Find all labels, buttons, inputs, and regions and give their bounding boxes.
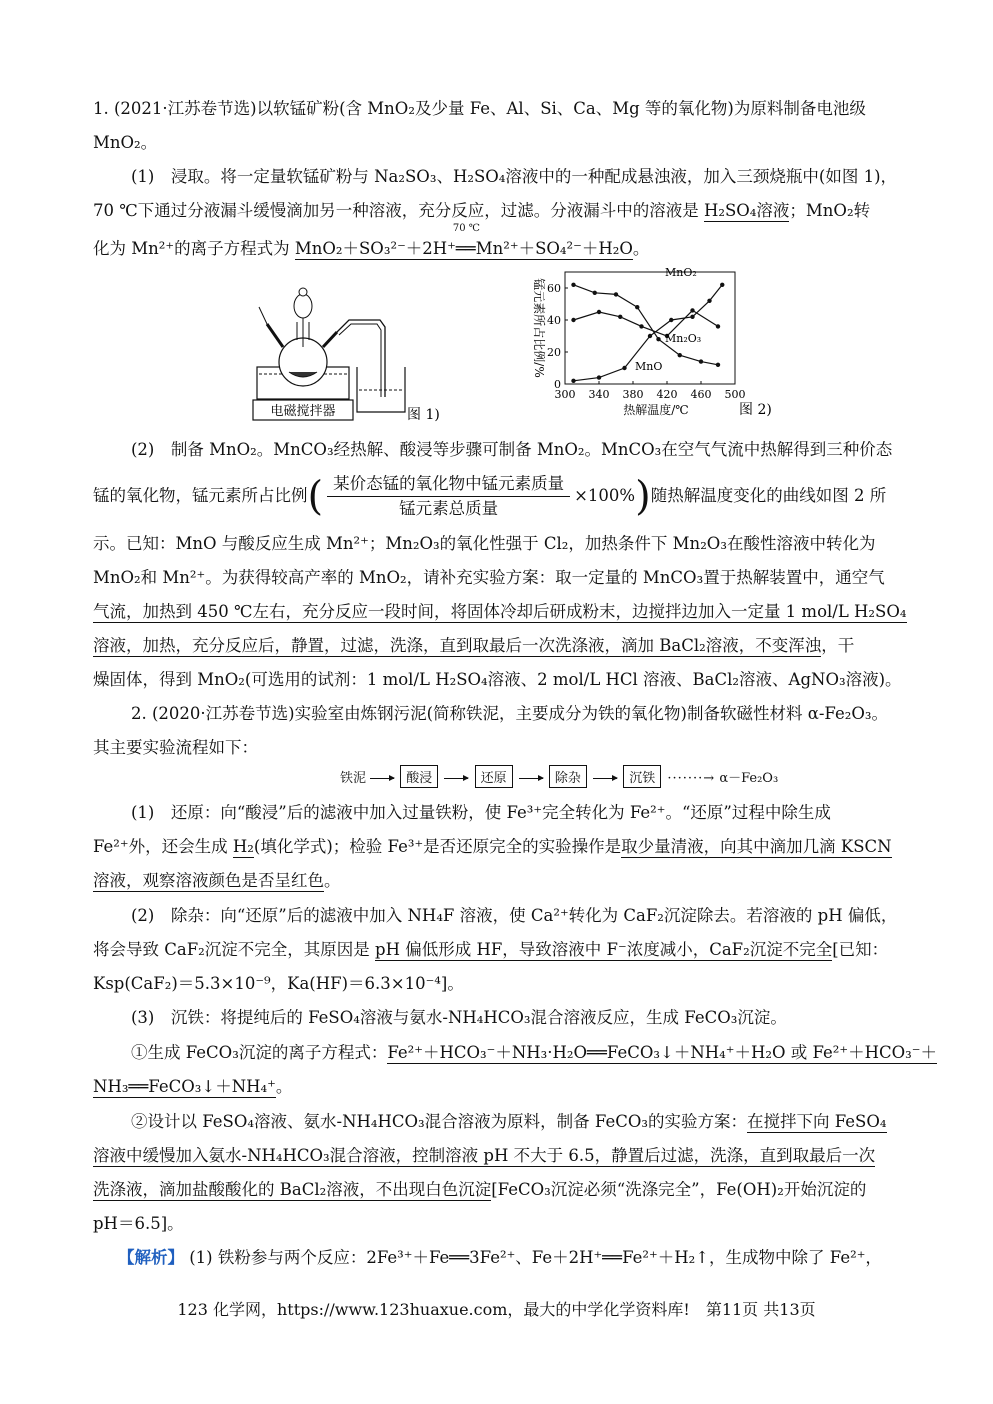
text-span: 。 — [632, 239, 650, 258]
data-point — [716, 324, 720, 328]
series-label: MnO₂ — [665, 266, 697, 279]
q1-p2-line5 — [93, 595, 908, 628]
answer-underline: 洗涤液，滴加盐酸酸化的 BaCl₂溶液，不出现白色沉淀 — [93, 1180, 492, 1199]
x-tick-label: 300 — [554, 388, 576, 401]
answer-underline: 溶液中缓慢加入氨水-NH₄HCO₃混合溶液，控制溶液 pH 不大于 6.5，静置后过滤，洗涤，直到取最后一次 — [93, 1146, 876, 1165]
x-tick-label: 340 — [588, 388, 610, 401]
page-footer: 123 化学网，https://www.123huaxue.com，最大的中学化学资料库! 第11页 共13页 — [177, 1300, 816, 1319]
text-span: 将会导致 CaF₂沉淀不完全，其原因是 — [93, 940, 376, 959]
q1-p2-line2 — [93, 470, 908, 523]
flow-step-1: 酸浸 — [400, 765, 438, 788]
flow-dotted-arrow: ·······→ — [667, 771, 716, 786]
answer-underline: H₂ — [232, 837, 254, 856]
q2-p1-line2 — [93, 830, 908, 863]
q1-p1-line2 — [93, 194, 908, 227]
data-point — [699, 359, 703, 363]
q2-p3-sub1-line2 — [93, 1070, 908, 1103]
data-point — [614, 292, 618, 296]
q2-p3-sub2-line1 — [131, 1105, 946, 1138]
answer-underline: MnO₂＋SO₃²⁻＋2H⁺══Mn²⁺＋SO₄²⁻＋H₂O — [294, 239, 633, 258]
equation-wrapper — [294, 223, 633, 258]
text-span: ；MnO₂转 — [789, 201, 871, 220]
answer-underline: NH₃══FeCO₃↓＋NH₄⁺ — [93, 1077, 276, 1096]
text-span: ×100% — [574, 486, 636, 505]
text-span: 。 — [275, 1077, 293, 1096]
text-span: 随热解温度变化的曲线如图 2 所 — [650, 486, 887, 505]
figure2-chart — [515, 262, 775, 432]
process-flow — [340, 765, 778, 791]
y-axis-label: 锰元素所占比例/% — [532, 278, 546, 378]
data-point — [618, 315, 622, 319]
q2-intro-line1: 2. (2020·江苏卷节选)实验室由炼钢污泥(简称铁泥，主要成分为铁的氧化物)制备软磁性材料 α-Fe₂O₃。 — [131, 704, 889, 723]
q2-p1-line1: (1) 还原：向“酸浸”后的滤液中加入过量铁粉，使 Fe³⁺完全转化为 Fe²⁺。“还原”过程中除生成 — [131, 803, 831, 822]
answer-underline: pH 偏低形成 HF，导致溶液中 F⁻浓度减小，CaF₂沉淀不完全 — [375, 940, 833, 959]
flow-arrow — [444, 778, 468, 779]
fig1-stirrer-label: 电磁搅拌器 — [270, 404, 336, 419]
paren-right: ) — [635, 473, 651, 520]
text-span: 锰的氧化物，锰元素所占比例 — [93, 486, 308, 505]
y-tick-label: 20 — [547, 346, 561, 359]
y-tick-label: 0 — [554, 378, 561, 391]
series-line — [574, 285, 719, 365]
data-point — [656, 337, 660, 341]
flow-step-3: 除杂 — [549, 765, 587, 788]
data-point — [669, 318, 673, 322]
answer-underline: 溶液，加热，充分反应后，静置，过滤，洗涤，直到取最后一次洗涤液，滴加 BaCl₂溶液，不变浑浊 — [93, 636, 822, 655]
q1-p2-line3: 示。已知：MnO 与酸反应生成 Mn²⁺；Mn₂O₃的氧化性强于 Cl₂，加热条件下 Mn₂O₃在酸性溶液中转化为 — [93, 534, 876, 553]
flow-start: 铁泥 — [340, 771, 367, 786]
fraction-denominator: 锰元素总质量 — [399, 499, 499, 518]
data-point — [635, 305, 639, 309]
q1-p2-line7: 燥固体，得到 MnO₂(可选用的试剂：1 mol/L H₂SO₄溶液、2 mol/L HCl 溶液、BaCl₂溶液、AgNO₃溶液)。 — [93, 670, 902, 689]
q2-p2-line3: Ksp(CaF₂)＝5.3×10⁻⁹，Ka(HF)＝6.3×10⁻⁴]。 — [93, 974, 464, 993]
y-tick-label: 40 — [547, 314, 561, 327]
answer-underline: 取少量清液，向其中滴加几滴 KSCN — [621, 837, 892, 856]
q2-p3-sub2-line4: pH＝6.5]。 — [93, 1214, 184, 1233]
data-point — [597, 375, 601, 379]
data-point — [720, 283, 724, 287]
paren-left: ( — [307, 473, 324, 520]
data-point — [690, 315, 694, 319]
answer-underline: 在搅拌下向 FeSO₄ — [747, 1112, 887, 1131]
text-span: ②设计以 FeSO₄溶液、氨水-NH₄HCO₃混合溶液为原料，制备 FeCO₃的实验方案： — [131, 1112, 747, 1131]
flow-step-2: 还原 — [475, 765, 513, 788]
q2-intro-line2: 其主要实验流程如下： — [93, 738, 258, 757]
q2-p3-sub2-line2 — [93, 1139, 908, 1172]
text-span: ①生成 FeCO₃沉淀的离子方程式： — [131, 1043, 388, 1062]
q2-p2-line2 — [93, 933, 908, 966]
data-point — [622, 366, 626, 370]
q2-p3-line1: (3) 沉铁：将提纯后的 FeSO₄溶液与氨水-NH₄HCO₃混合溶液反应，生成 FeCO₃沉淀。 — [131, 1008, 787, 1027]
q2-p3-sub1-line1 — [131, 1036, 946, 1069]
reaction-condition: 70 ℃ — [452, 223, 480, 234]
analysis-text: (1) 铁粉参与两个反应：2Fe³⁺＋Fe══3Fe²⁺、Fe＋2H⁺══Fe²⁺＋H₂↑，生成物中除了 Fe²⁺， — [184, 1248, 882, 1267]
q1-p2-line6 — [93, 629, 908, 662]
data-point — [571, 318, 575, 322]
data-point — [639, 324, 643, 328]
data-point — [707, 299, 711, 303]
fig1-caption: 图 1) — [407, 407, 440, 423]
data-point — [571, 379, 575, 383]
x-tick-label: 460 — [690, 388, 712, 401]
data-point — [593, 291, 597, 295]
q1-p1-line3 — [93, 223, 908, 265]
text-span: (填化学式)；检验 Fe³⁺是否还原完全的实验操作是 — [253, 837, 622, 856]
text-span: 70 ℃下通过分液漏斗缓慢滴加另一种溶液，充分反应，过滤。分液漏斗中的溶液是 — [93, 201, 704, 220]
q1-intro-line1: 1. (2021·江苏卷节选)以软锰矿粉(含 MnO₂及少量 Fe、Al、Si、Ca、Mg 等的氧化物)为原料制备电池级 — [93, 99, 866, 118]
answer-underline: H₂SO₄溶液 — [703, 201, 790, 220]
q1-p1-line1: (1) 浸取。将一定量软锰矿粉与 Na₂SO₃、H₂SO₄溶液中的一种配成悬浊液，加入三颈烧瓶中(如图 1)， — [131, 167, 898, 186]
analysis-line — [118, 1241, 933, 1274]
series-label: Mn₂O₃ — [665, 332, 702, 345]
data-point — [678, 353, 682, 357]
data-point — [690, 308, 694, 312]
data-point — [716, 363, 720, 367]
text-span: 。 — [324, 871, 341, 890]
flow-arrow — [370, 778, 394, 779]
text-span: [FeCO₃沉淀必须“洗涤完全”，Fe(OH)₂开始沉淀的 — [491, 1180, 867, 1199]
text-span: 化为 Mn²⁺的离子方程式为 — [93, 239, 295, 258]
answer-underline: Fe²⁺＋HCO₃⁻＋NH₃·H₂O══FeCO₃↓＋NH₄⁺＋H₂O 或 Fe²⁺＋HCO₃⁻＋ — [387, 1043, 937, 1062]
data-point — [571, 283, 575, 287]
q2-p1-line3 — [93, 864, 908, 897]
fraction — [327, 472, 570, 521]
series-label: MnO — [635, 360, 663, 373]
flow-arrow — [519, 778, 543, 779]
answer-underline: 气流，加热到 450 ℃左右，充分反应一段时间，将固体冷却后研成粉末，边搅拌边加入一定量 1 mol/L H₂SO₄ — [93, 602, 907, 621]
data-point — [648, 334, 652, 338]
figures-row — [245, 262, 775, 432]
flow-end: α－Fe₂O₃ — [719, 771, 779, 786]
q1-p2-line1: (2) 制备 MnO₂。MnCO₃经热解、酸浸等步骤可制备 MnO₂。MnCO₃在空气气流中热解得到三种价态 — [131, 440, 893, 459]
x-axis-label: 热解温度/℃ — [623, 403, 689, 417]
y-tick-label: 60 — [547, 282, 561, 295]
flow-step-4: 沉铁 — [623, 765, 661, 788]
x-tick-label: 420 — [656, 388, 678, 401]
q2-p2-line1: (2) 除杂：向“还原”后的滤液中加入 NH₄F 溶液，使 Ca²⁺转化为 CaF₂沉淀除去。若溶液的 pH 偏低， — [131, 906, 898, 925]
text-span: [已知： — [832, 940, 889, 959]
q2-p3-sub2-line3 — [93, 1173, 908, 1206]
answer-underline: 溶液，观察溶液颜色是否呈红色 — [93, 871, 324, 890]
fraction-numerator: 某价态锰的氧化物中锰元素质量 — [327, 472, 570, 497]
analysis-tag: 【解析】 — [118, 1248, 184, 1267]
flow-arrow — [593, 778, 617, 779]
data-point — [597, 310, 601, 314]
fig2-caption: 图 2) — [739, 402, 772, 418]
text-span: ，干 — [821, 636, 855, 655]
text-span: Fe²⁺外，还会生成 — [93, 837, 233, 856]
q1-p2-line4: MnO₂和 Mn²⁺。为获得较高产率的 MnO₂，请补充实验方案：取一定量的 MnCO₃置于热解装置中，通空气 — [93, 568, 885, 587]
q1-intro-line2: MnO₂。 — [93, 133, 158, 152]
x-tick-label: 500 — [724, 388, 746, 401]
x-tick-label: 380 — [622, 388, 644, 401]
